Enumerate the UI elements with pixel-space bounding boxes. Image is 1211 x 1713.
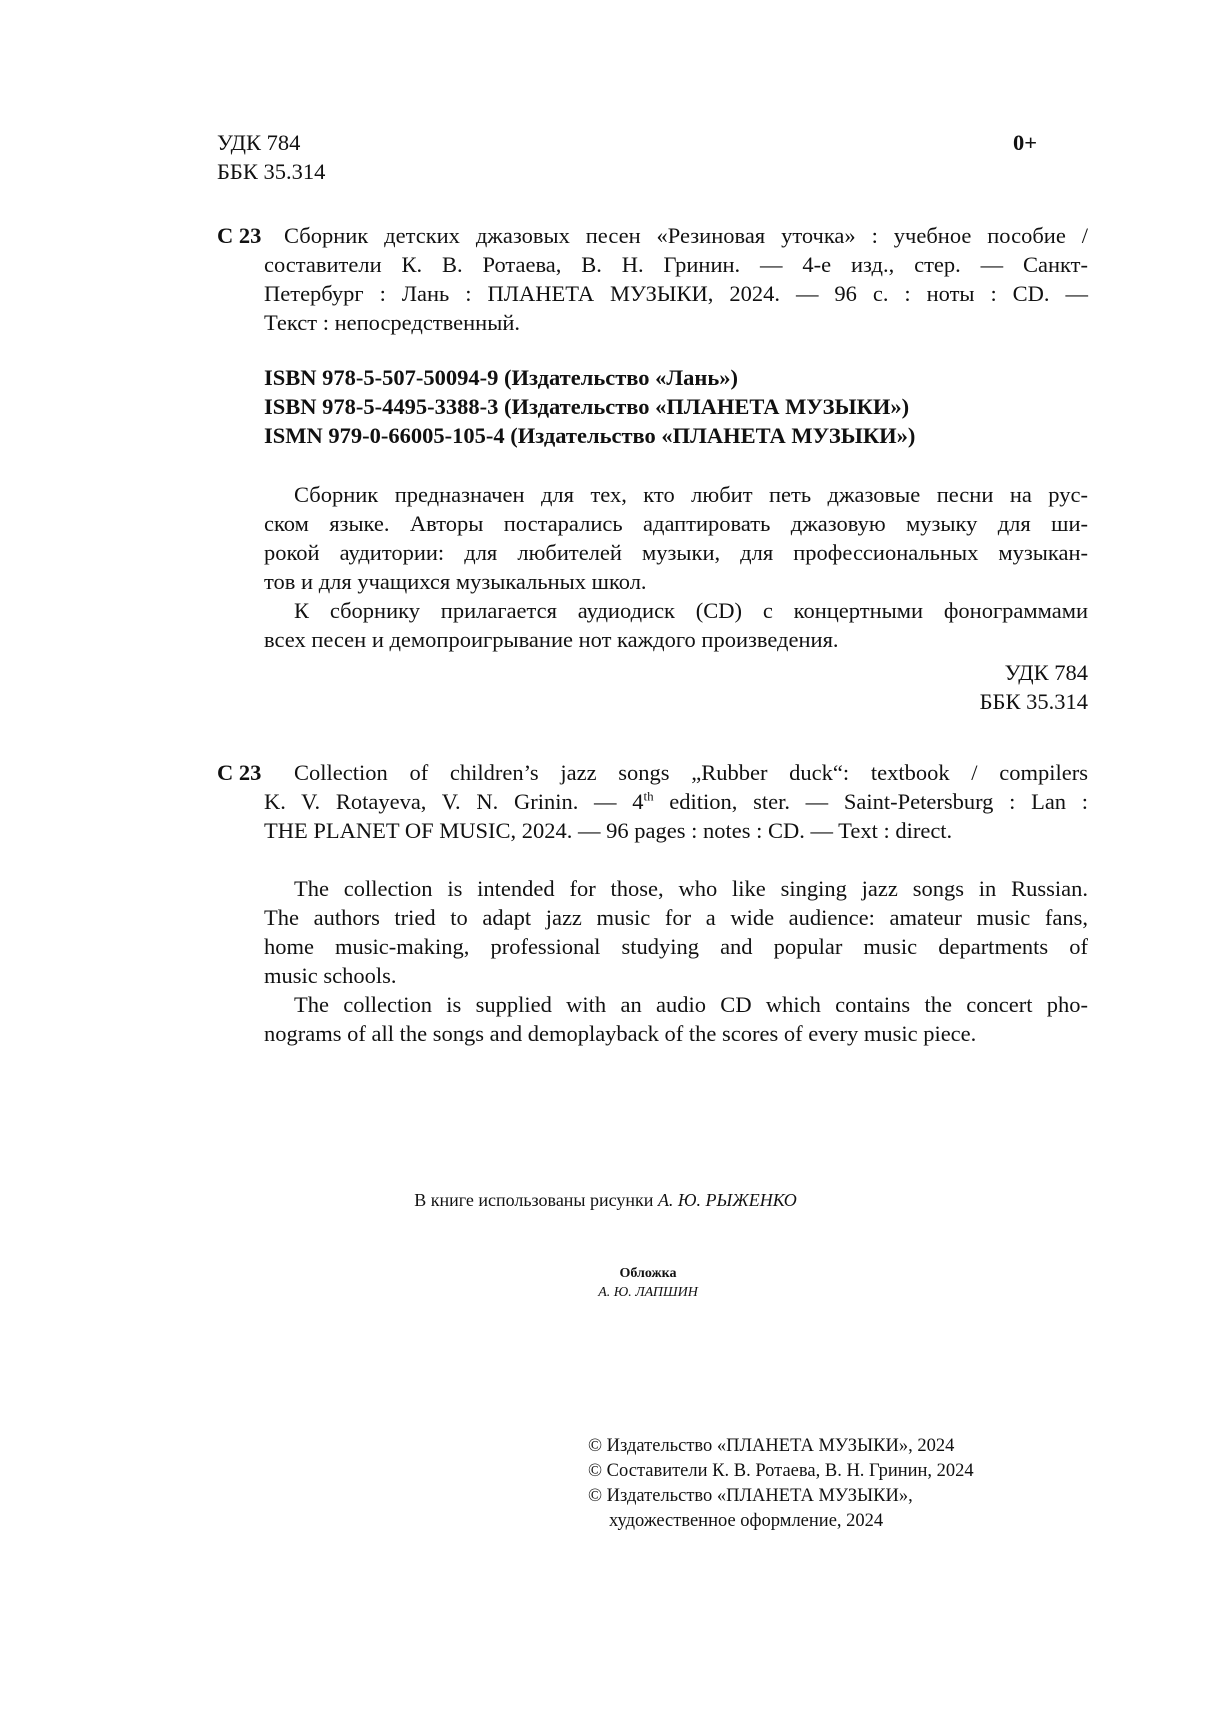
copyright-line: © Издательство «ПЛАНЕТА МУЗЫКИ», 2024 <box>588 1436 955 1456</box>
ru-annotation-line: Сборник предназначен для тех, кто любит петь джазовые песни на рус- <box>294 482 1088 507</box>
en-annotation-line: The collection is supplied with an audio CD which contains the concert pho- <box>294 992 1088 1017</box>
ru-annotation-line: К сборнику прилагается аудиодиск (CD) с концертными фонограммами <box>294 598 1088 623</box>
cover-label: Обложка <box>619 1266 677 1281</box>
ru-entry-text <box>284 221 1088 250</box>
en-annotation-line: music schools. <box>264 963 397 988</box>
ru-entry-line: Петербург : Лань : ПЛАНЕТА МУЗЫКИ, 2024. — 96 с. : ноты : CD. — <box>264 281 1088 306</box>
en-entry-line: Collection of children’s jazz songs „Rubber duck“: textbook / compilers <box>294 760 1088 785</box>
isbn-lan: ISBN 978-5-507-50094-9 (Издательство «Лань») <box>264 365 739 390</box>
en-annotation-line: nograms of all the songs and demoplayback of the scores of every music piece. <box>264 1021 977 1046</box>
illustrations-label: В книге использованы рисунки <box>414 1190 658 1210</box>
ru-annotation-line: ском языке. Авторы постарались адаптировать джазовую музыку для ши- <box>264 511 1088 536</box>
illustrations-artist: А. Ю. РЫЖЕНКО <box>657 1190 797 1210</box>
ru-entry-line: составители К. В. Ротаева, В. Н. Гринин. — 4-е изд., стер. — Санкт- <box>264 252 1088 277</box>
ru-annotation-udk: УДК 784 <box>1004 660 1088 685</box>
en-entry-code: С 23 <box>217 760 262 785</box>
cover-credit <box>568 1264 728 1302</box>
illustrations-credit <box>0 1188 1211 1212</box>
ru-entry-code: С 23 <box>217 223 262 248</box>
en-annotation-line: The collection is intended for those, who like singing jazz songs in Russian. <box>294 876 1088 901</box>
udk-code: УДК 784 <box>217 130 301 155</box>
header-classification <box>217 128 325 186</box>
age-rating: 0+ <box>1013 130 1038 155</box>
ru-annotation-line: тов и для учащихся музыкальных школ. <box>264 569 647 594</box>
ismn-planeta: ISMN 979-0-66005-105-4 (Издательство «ПЛАНЕТА МУЗЫКИ») <box>264 423 916 448</box>
identifiers <box>264 363 915 450</box>
ru-entry-line: Сборник детских джазовых песен «Резиновая уточка» : учебное пособие / <box>284 223 1088 248</box>
copyright-block <box>588 1434 974 1534</box>
ru-annotation-bbk: ББК 35.314 <box>979 689 1088 714</box>
en-annotation-line: home music-making, professional studying and popular music departments of <box>264 934 1088 959</box>
en-entry-text <box>294 758 1088 787</box>
ru-annotation-line: всех песен и демопроигрывание нот каждого произведения. <box>264 627 839 652</box>
cover-artist: А. Ю. ЛАПШИН <box>598 1285 698 1300</box>
en-entry-continuation <box>264 787 1088 845</box>
ru-entry-line: Текст : непосредственный. <box>264 310 520 335</box>
en-entry-line: THE PLANET OF MUSIC, 2024. — 96 pages : notes : CD. — Text : direct. <box>264 818 953 843</box>
copyright-line: художественное оформление, 2024 <box>609 1511 884 1531</box>
bbk-code: ББК 35.314 <box>217 159 326 184</box>
isbn-planeta: ISBN 978-5-4495-3388-3 (Издательство «ПЛАНЕТА МУЗЫКИ») <box>264 394 910 419</box>
ru-annotation-line: рокой аудитории: для любителей музыки, для профессиональных музыкан- <box>264 540 1088 565</box>
copyright-line: © Составители К. В. Ротаева, В. Н. Гринин, 2024 <box>588 1461 974 1481</box>
copyright-line: © Издательство «ПЛАНЕТА МУЗЫКИ», <box>588 1486 913 1506</box>
en-annotation-line: The authors tried to adapt jazz music for a wide audience: amateur music fans, <box>264 905 1088 930</box>
en-annotation <box>264 874 1088 1048</box>
en-entry-line-2: K. V. Rotayeva, V. N. Grinin. — 4th edition, ster. — Saint-Petersburg : Lan : <box>264 788 1088 814</box>
ru-entry-continuation <box>264 250 1088 337</box>
ru-annotation <box>264 480 1088 716</box>
